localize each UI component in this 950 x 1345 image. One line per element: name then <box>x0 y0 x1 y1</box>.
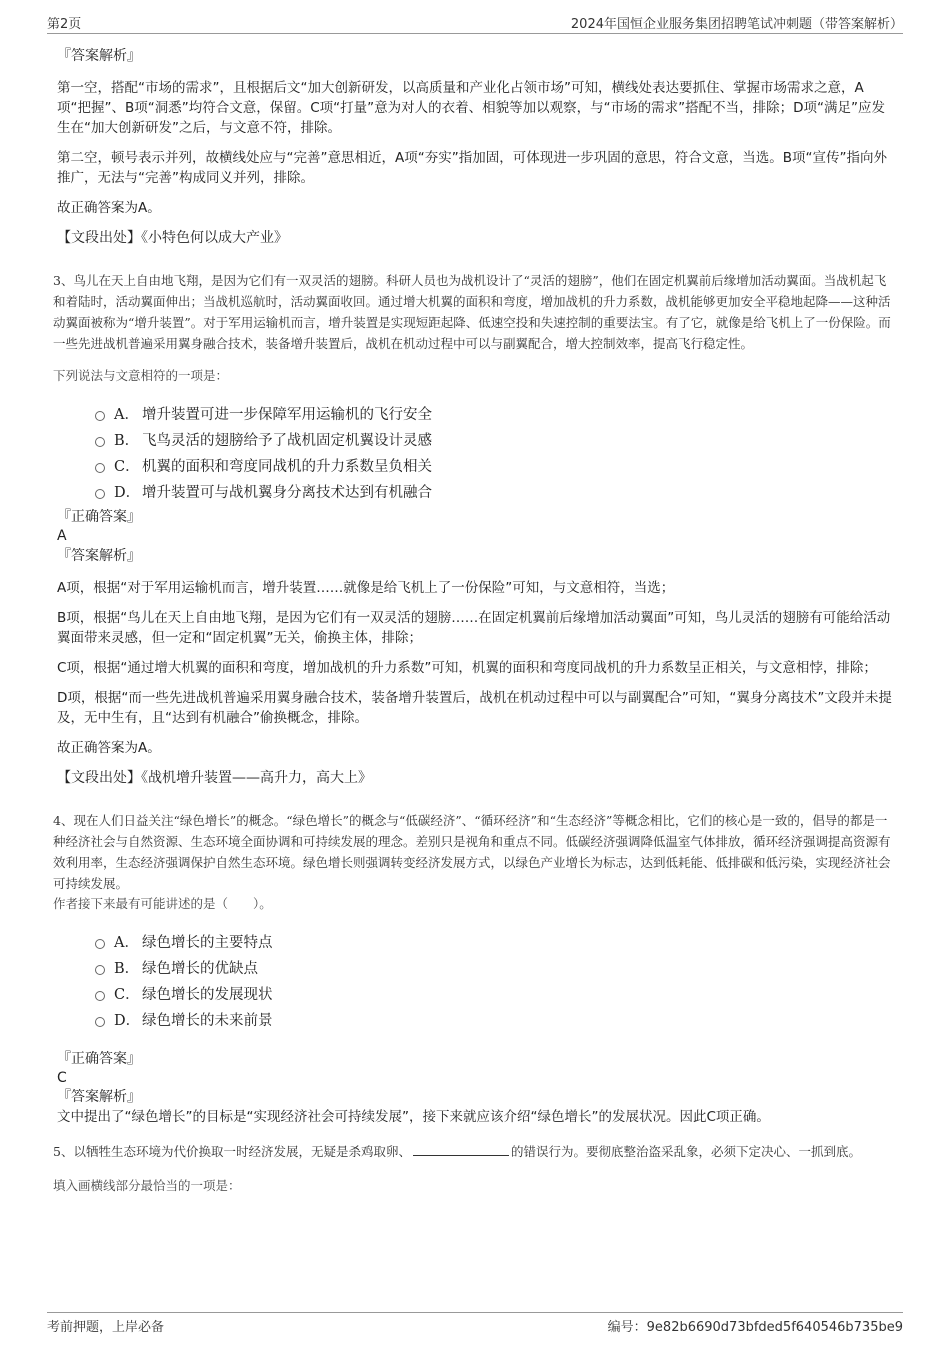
analysis-paragraph: D项，根据“而一些先进战机普遍采用翼身融合技术，装备增升装置后，战机在机动过程中可以与副翼配合”可知，“翼身分离技术”文段并未提及，无中生有，且“达到有机融合”偷换概念，排除。 <box>57 690 892 726</box>
answer-value: A <box>57 528 67 544</box>
analysis-paragraph: 文中提出了“绿色增长”的目标是“实现经济社会可持续发展”，接下来就应该介绍“绿色增长”的发展状况。因此C项正确。 <box>57 1109 770 1125</box>
page-number: 第2页 <box>47 17 82 32</box>
option-d[interactable]: D． 增升装置可与战机翼身分离技术达到有机融合 <box>95 478 895 504</box>
answer-tag: 『正确答案』 <box>57 509 141 525</box>
radio-icon[interactable] <box>95 489 105 499</box>
option-c[interactable]: C． 绿色增长的发展现状 <box>95 980 895 1006</box>
fill-blank <box>413 1143 509 1156</box>
radio-icon[interactable] <box>95 411 105 421</box>
option-list <box>95 400 895 504</box>
page-header <box>47 11 903 34</box>
option-a[interactable]: A． 绿色增长的主要特点 <box>95 928 895 954</box>
analysis-paragraph: 第一空，搭配“市场的需求”，且根据后文“加大创新研发，以高质量和产业化占领市场”可知，横线处表达要抓住、掌握市场需求之意，A项“把握”、B项“洞悉”均符合文意，保留。C项“打量”意为对人的衣着、相貌等加以观察，与“市场的需求”搭配不当，排除；D项“满足”应发生在“加大创新研发”之后，与文意不符，排除。 <box>57 80 886 136</box>
option-c[interactable]: C． 机翼的面积和弯度同战机的升力系数呈负相关 <box>95 452 895 478</box>
document-body <box>53 46 895 1210</box>
radio-icon[interactable] <box>95 437 105 447</box>
question-prompt: 下列说法与文意相符的一项是： <box>53 368 229 383</box>
option-list <box>95 928 895 1032</box>
question-stem: 5、以牺牲生态环境为代价换取一时经济发展，无疑是杀鸡取卵、 的错误行为。要彻底整治盗采乱象，必须下定决心、一抓到底。 <box>53 1144 861 1159</box>
option-d[interactable]: D． 绿色增长的未来前景 <box>95 1006 895 1032</box>
radio-icon[interactable] <box>95 939 105 949</box>
analysis-paragraph: C项，根据“通过增大机翼的面积和弯度，增加战机的升力系数”可知，机翼的面积和弯度同战机的升力系数呈正相关，与文意相悖，排除； <box>57 660 877 676</box>
radio-icon[interactable] <box>95 463 105 473</box>
question-prompt: 填入画横线部分最恰当的一项是： <box>53 1178 241 1193</box>
conclusion-text: 故正确答案为A。 <box>57 200 161 216</box>
source-citation: 【文段出处】《战机增升装置——高升力，高大上》 <box>57 770 372 786</box>
option-b[interactable]: B． 飞鸟灵活的翅膀给予了战机固定机翼设计灵感 <box>95 426 895 452</box>
analysis-tag: 『答案解析』 <box>57 48 141 64</box>
analysis-paragraph: 第二空，顿号表示并列，故横线处应与“完善”意思相近，A项“夯实”指加固，可体现进一步巩固的意思，符合文意，当选。B项“宣传”指向外推广，无法与“完善”构成同义并列，排除。 <box>57 150 887 186</box>
document-id: 编号：9e82b6690d73bfded5f640546b735be9 <box>607 1320 903 1335</box>
option-b[interactable]: B． 绿色增长的优缺点 <box>95 954 895 980</box>
answer-tag: 『正确答案』 <box>57 1051 141 1067</box>
page-footer <box>47 1312 903 1336</box>
analysis-paragraph: A项，根据“对于军用运输机而言，增升装置……就像是给飞机上了一份保险”可知，与文意相符，当选； <box>57 580 675 596</box>
question-stem: 4、现在人们日益关注“绿色增长”的概念。“绿色增长”的概念与“低碳经济”、“循环经济”和“生态经济”等概念相比，它们的核心是一致的，倡导的都是一种经济社会与自然资源、生态环境全面协调和可持续发展的理念。差别只是视角和重点不同。低碳经济强调降低温室气体排放，循环经济强调提高资源有效利用率，生态经济强调保护自然生态环境。绿色增长则强调转变经济发展方式，以绿色产业增长为标志，达到低耗能、低排碳和低污染，实现经济社会可持续发展。 <box>53 813 891 891</box>
option-a[interactable]: A． 增升装置可进一步保障军用运输机的飞行安全 <box>95 400 895 426</box>
radio-icon[interactable] <box>95 991 105 1001</box>
analysis-tag: 『答案解析』 <box>57 1089 141 1105</box>
document-title: 2024年国恒企业服务集团招聘笔试冲刺题（带答案解析） <box>570 17 903 32</box>
analysis-paragraph: B项，根据“鸟儿在天上自由地飞翔，是因为它们有一双灵活的翅膀……在固定机翼前后缘增加活动翼面”可知，鸟儿灵活的翅膀有可能给活动翼面带来灵感，但一定和“固定机翼”无关，偷换主体，排除； <box>57 610 891 646</box>
answer-value: C <box>57 1070 67 1086</box>
analysis-tag: 『答案解析』 <box>57 548 141 564</box>
footer-slogan: 考前押题，上岸必备 <box>47 1320 165 1335</box>
radio-icon[interactable] <box>95 965 105 975</box>
question-stem: 3、鸟儿在天上自由地飞翔，是因为它们有一双灵活的翅膀。科研人员也为战机设计了“灵活的翅膀”，他们在固定机翼前后缘增加活动翼面。当战机起飞和着陆时，活动翼面伸出；当战机巡航时，活动翼面收回。通过增大机翼的面积和弯度，增加战机的升力系数，战机能够更加安全平稳地起降——这种活动翼面被称为“增升装置”。对于军用运输机而言，增升装置是实现短距起降、低速空投和失速控制的重要法宝。有了它，就像是给飞机上了一份保险。而一些先进战机普遍采用翼身融合技术，装备增升装置后，战机在机动过程中可以与副翼配合，增大控制效率，提高飞行稳定性。 <box>53 273 891 351</box>
conclusion-text: 故正确答案为A。 <box>57 740 161 756</box>
question-prompt: 作者接下来最有可能讲述的是（ ）。 <box>53 896 272 911</box>
radio-icon[interactable] <box>95 1017 105 1027</box>
source-citation: 【文段出处】《小特色何以成大产业》 <box>57 230 288 246</box>
